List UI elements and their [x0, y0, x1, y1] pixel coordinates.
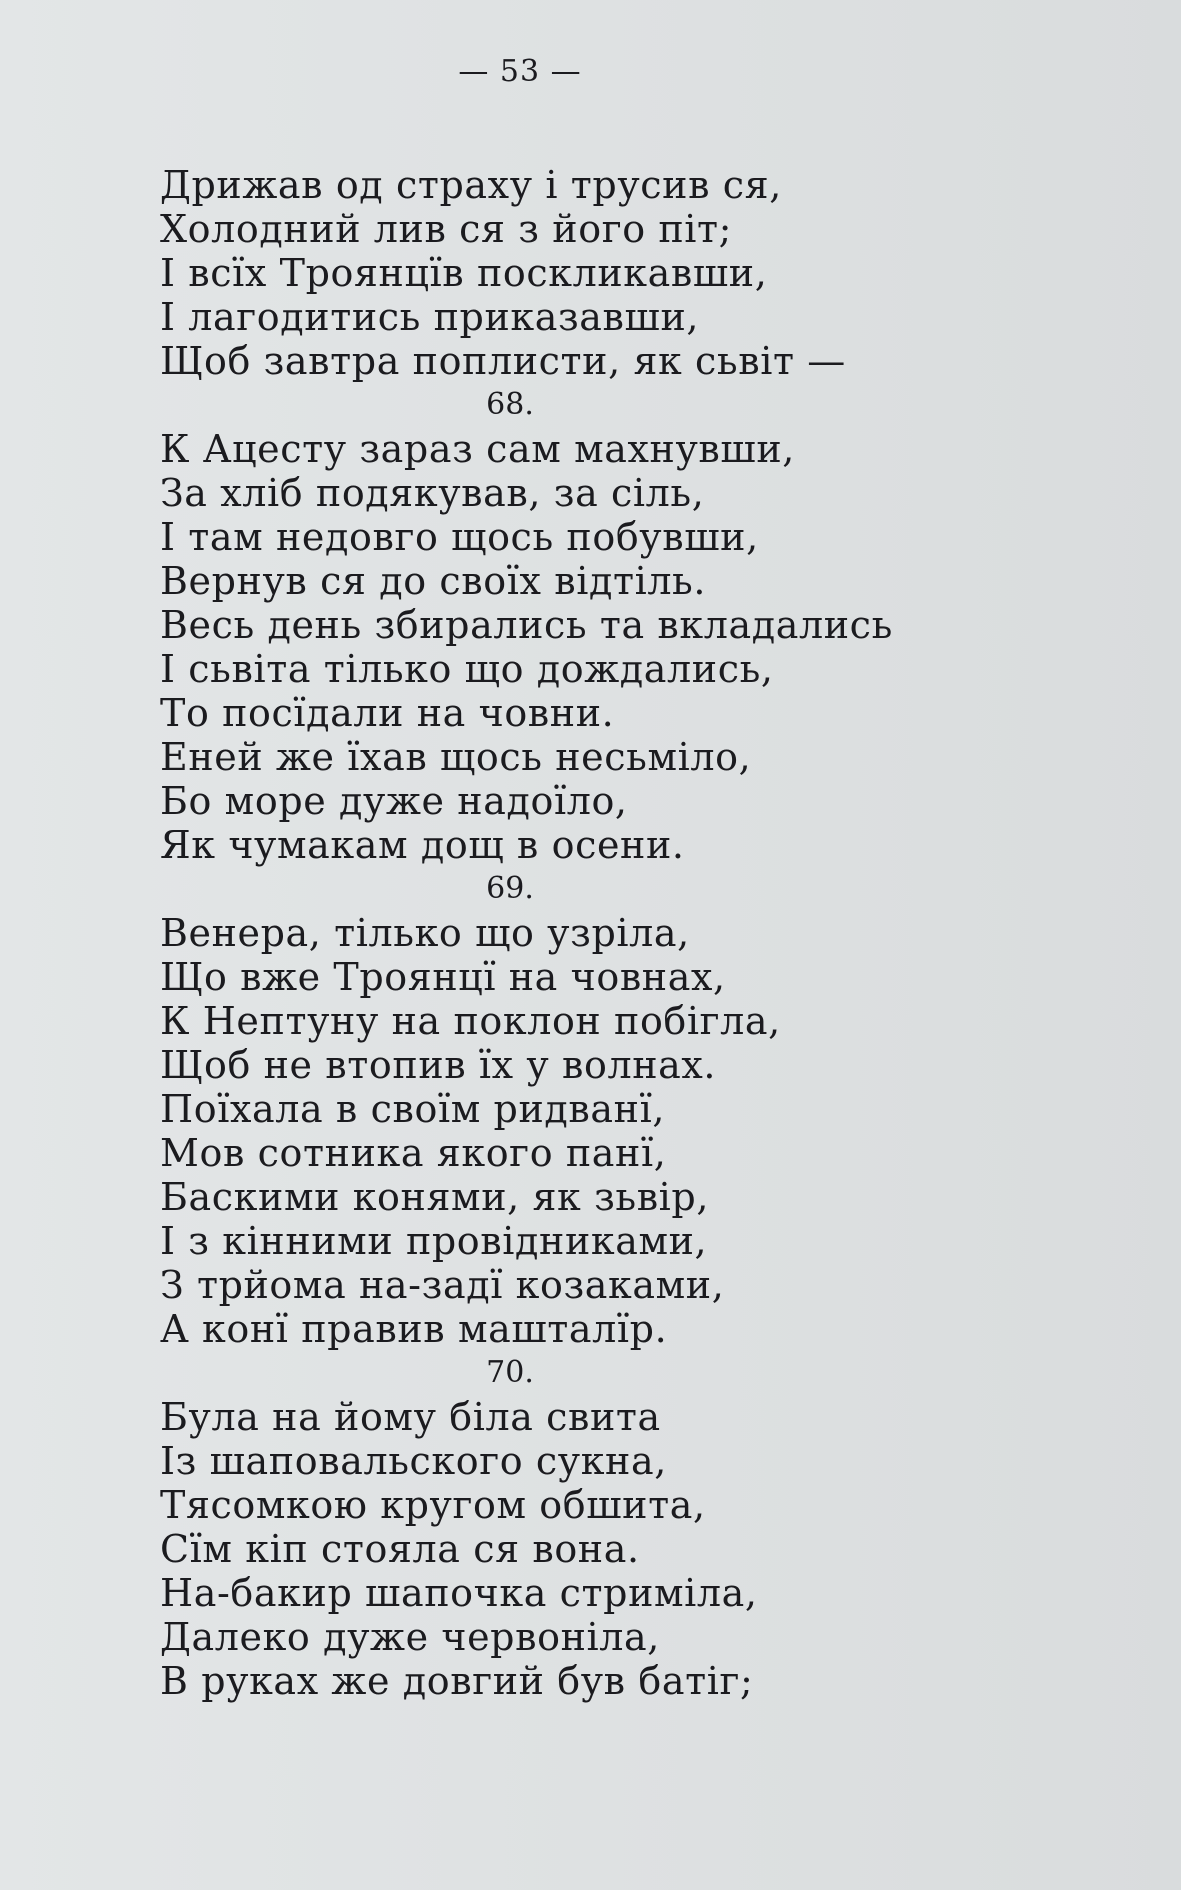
- verse-line: Холодний лив ся з його піт;: [160, 207, 733, 251]
- verse-line: Весь день збирались та вкладались: [160, 603, 893, 647]
- verse-line: В руках же довгий був батіг;: [160, 1659, 754, 1703]
- verse-line: А конї правив машталїр.: [160, 1307, 668, 1351]
- verse-line: Вернув ся до своїх відтіль.: [160, 559, 707, 603]
- verse-line: І всїх Троянцїв поскликавши,: [160, 251, 768, 295]
- verse-line: Далеко дуже червоніла,: [160, 1615, 660, 1659]
- verse-line: З трйома на-задї козаками,: [160, 1263, 725, 1307]
- verse-line: На-бакир шапочка стриміла,: [160, 1571, 758, 1615]
- stanza-number: 70.: [486, 1355, 534, 1390]
- verse-line: За хліб подякував, за сіль,: [160, 471, 705, 515]
- verse-line: І лагодитись приказавши,: [160, 295, 700, 339]
- verse-line: Що вже Троянцї на човнах,: [160, 955, 726, 999]
- verse-line: То посїдали на човни.: [160, 691, 615, 735]
- verse-line: К Нептуну на поклон побігла,: [160, 999, 781, 1043]
- stanza-69: [160, 867, 980, 1351]
- verse-line: І з кінними провідниками,: [160, 1219, 708, 1263]
- poem-text: [160, 163, 980, 1703]
- stanza-67-continuation: [160, 163, 980, 383]
- stanza-70: [160, 1351, 980, 1703]
- page-number: — 53 —: [458, 54, 582, 89]
- verse-line: Поїхала в своїм ридванї,: [160, 1087, 666, 1131]
- verse-line: Як чумакам дощ в осени.: [160, 823, 685, 867]
- verse-line: Щоб завтра поплисти, як сьвіт —: [160, 339, 846, 383]
- verse-line: Сїм кіп стояла ся вона.: [160, 1527, 640, 1571]
- verse-line: К Ацесту зараз сам махнувши,: [160, 427, 795, 471]
- verse-line: Була на йому біла свита: [160, 1395, 661, 1439]
- verse-line: Мов сотника якого панї,: [160, 1131, 667, 1175]
- verse-line: І там недовго щось побувши,: [160, 515, 759, 559]
- verse-line: І сьвіта тілько що дождались,: [160, 647, 774, 691]
- verse-line: Щоб не втопив їх у волнах.: [160, 1043, 717, 1087]
- verse-line: Бо море дуже надоїло,: [160, 779, 628, 823]
- verse-line: Тясомкою кругом обшита,: [160, 1483, 706, 1527]
- verse-line: Еней же їхав щось несьміло,: [160, 735, 752, 779]
- verse-line: Дрижав од страху і трусив ся,: [160, 163, 782, 207]
- stanza-68: [160, 383, 980, 867]
- verse-line: Баскими конями, як зьвір,: [160, 1175, 710, 1219]
- stanza-number: 69.: [486, 871, 534, 906]
- stanza-number: 68.: [486, 387, 534, 422]
- verse-line: Венера, тілько що узріла,: [160, 911, 690, 955]
- verse-line: Із шаповальского сукна,: [160, 1439, 667, 1483]
